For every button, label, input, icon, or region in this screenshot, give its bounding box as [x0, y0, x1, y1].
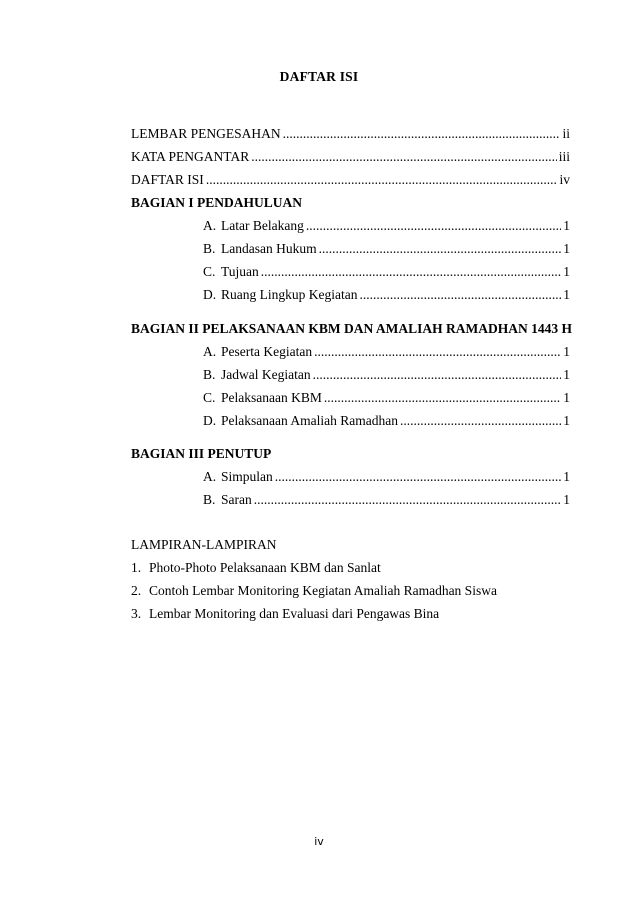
section-heading-bagian-3: BAGIAN III PENUTUP: [131, 446, 272, 461]
toc-entry-page: 1: [563, 218, 570, 233]
toc-entry-page: 1: [563, 469, 570, 484]
leader-dots: [400, 412, 561, 430]
toc-entry-label: D. Pelaksanaan Amaliah Ramadhan: [203, 413, 398, 428]
toc-entry[interactable]: [203, 263, 570, 281]
leader-dots: [324, 389, 561, 407]
toc-entry-daftar-isi[interactable]: [131, 171, 570, 189]
toc-entry-label: A. Peserta Kegiatan: [203, 344, 313, 359]
toc-entry-label: C. Tujuan: [203, 264, 259, 279]
leader-dots: [275, 468, 561, 486]
section-heading-bagian-2: BAGIAN II PELAKSANAAN KBM DAN AMALIAH RAMADHAN 1443 H: [131, 321, 573, 336]
toc-entry[interactable]: [203, 286, 570, 304]
toc-entry-label: B. Saran: [203, 492, 252, 507]
toc-entry-label: KATA PENGANTAR: [131, 149, 250, 164]
toc-entry[interactable]: [203, 389, 570, 407]
leader-dots: [283, 125, 561, 143]
toc-entry-page: 1: [563, 287, 570, 302]
toc-entry-page: 1: [563, 390, 570, 405]
toc-entry-page: 1: [563, 413, 570, 428]
toc-entry-page: 1: [563, 241, 570, 256]
section-heading-bagian-1: BAGIAN I PENDAHULUAN: [131, 195, 303, 210]
toc-entry[interactable]: [203, 468, 570, 486]
toc-entry[interactable]: [203, 491, 570, 509]
toc-entry-page: iv: [559, 172, 570, 187]
toc-entry-page: 1: [563, 264, 570, 279]
toc-entry-label: LEMBAR PENGESAHAN: [131, 126, 281, 141]
page-title: DAFTAR ISI: [279, 69, 359, 84]
toc-entry[interactable]: [203, 366, 570, 384]
leader-dots: [314, 343, 561, 361]
leader-dots: [251, 148, 557, 166]
toc-entry-label: DAFTAR ISI: [131, 172, 204, 187]
leader-dots: [206, 171, 558, 189]
toc-entry-page: ii: [562, 126, 570, 141]
toc-entry-page: 1: [563, 492, 570, 507]
leader-dots: [306, 217, 561, 235]
leader-dots: [254, 491, 562, 509]
toc-entry-page: 1: [563, 344, 570, 359]
leader-dots: [261, 263, 561, 281]
lampiran-item: 2. Contoh Lembar Monitoring Kegiatan Amaliah Ramadhan Siswa: [131, 583, 497, 598]
toc-entry-label: D. Ruang Lingkup Kegiatan: [203, 287, 358, 302]
toc-entry-label: A. Simpulan: [203, 469, 273, 484]
toc-entry-lembar-pengesahan[interactable]: [131, 125, 570, 143]
lampiran-heading: LAMPIRAN-LAMPIRAN: [131, 537, 277, 552]
leader-dots: [313, 366, 562, 384]
page-number: iv: [314, 835, 324, 848]
toc-entry-kata-pengantar[interactable]: [131, 148, 570, 166]
leader-dots: [359, 286, 561, 304]
toc-entry-page: iii: [558, 149, 570, 164]
toc-entry-page: 1: [563, 367, 570, 382]
toc-entry-label: C. Pelaksanaan KBM: [203, 390, 322, 405]
toc-entry-label: A. Latar Belakang: [203, 218, 304, 233]
lampiran-item: 1. Photo-Photo Pelaksanaan KBM dan Sanlat: [131, 560, 381, 575]
toc-entry[interactable]: [203, 217, 570, 235]
leader-dots: [319, 240, 562, 258]
toc-entry-label: B. Landasan Hukum: [203, 241, 317, 256]
toc-entry-label: B. Jadwal Kegiatan: [203, 367, 311, 382]
lampiran-item: 3. Lembar Monitoring dan Evaluasi dari Pengawas Bina: [131, 606, 440, 621]
toc-entry[interactable]: [203, 343, 570, 361]
toc-entry[interactable]: [203, 240, 570, 258]
toc-entry[interactable]: [203, 412, 570, 430]
